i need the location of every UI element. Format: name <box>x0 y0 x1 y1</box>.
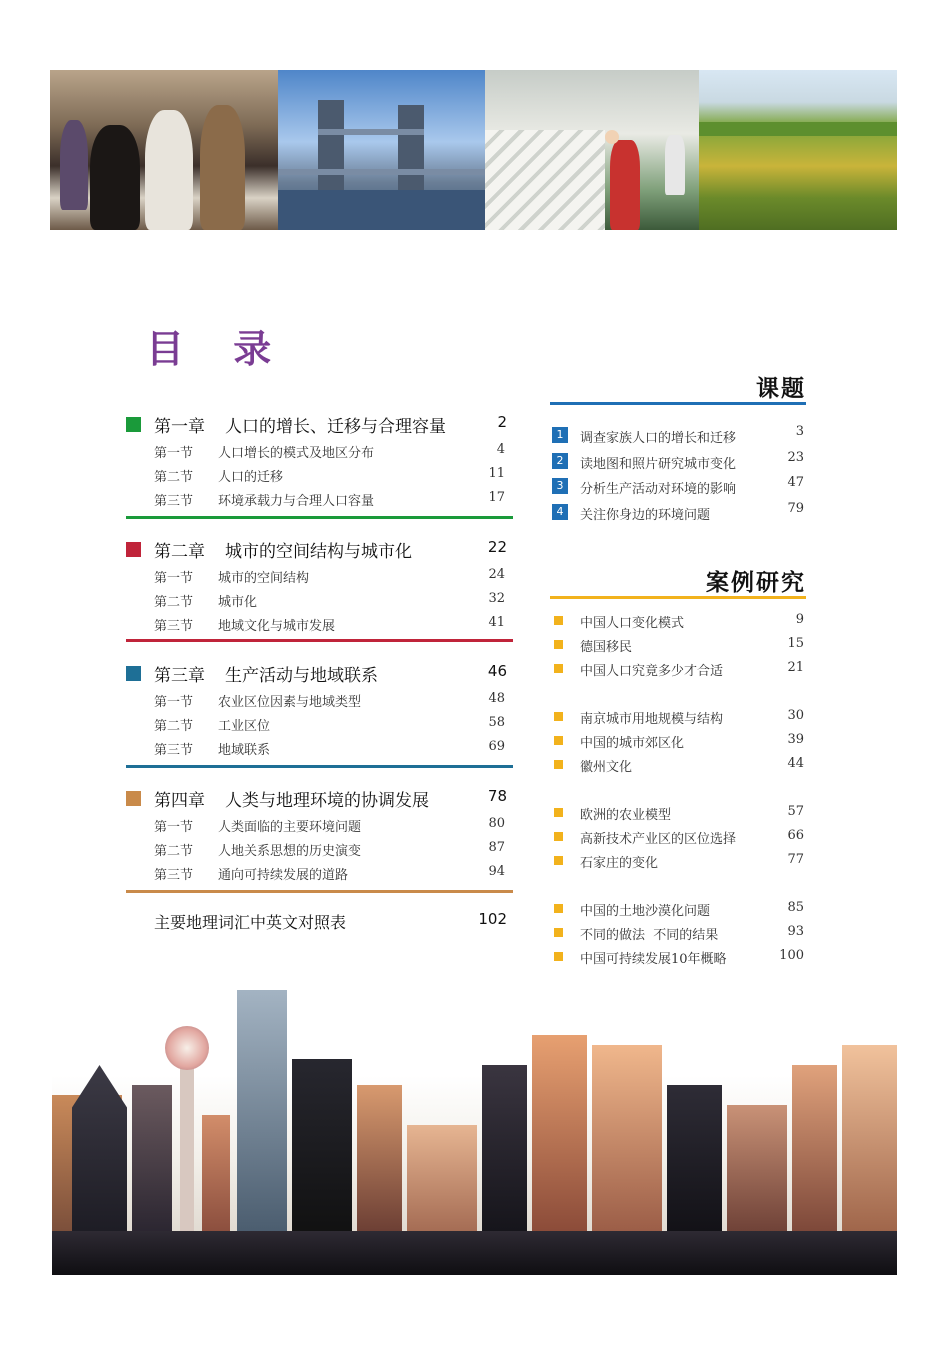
case-item[interactable]: 徽州文化 44 <box>550 754 806 778</box>
section-row[interactable]: 第二节 工业区位 58 <box>154 715 505 734</box>
case-bullet <box>554 616 563 625</box>
topic-item[interactable]: 1 调查家族人口的增长和迁移 3 <box>550 424 806 448</box>
chapter-page: 22 <box>487 538 507 556</box>
section-row[interactable]: 第三节 环境承载力与合理人口容量 17 <box>154 490 505 509</box>
chapter-header[interactable] <box>126 661 513 687</box>
case-item[interactable]: 高新技术产业区的区位选择 66 <box>550 826 806 850</box>
section-row[interactable]: 第二节 人口的迁移 11 <box>154 466 505 485</box>
section-row[interactable]: 第一节 农业区位因素与地域类型 48 <box>154 691 505 710</box>
case-item[interactable]: 中国的城市郊区化 39 <box>550 730 806 754</box>
chapter-divider <box>126 765 513 768</box>
city-skyline-image <box>52 990 897 1275</box>
chapter-page: 78 <box>487 787 507 805</box>
photo-banner <box>50 70 897 230</box>
chapter-color-marker <box>126 791 141 806</box>
case-item[interactable]: 中国可持续发展10年概略 100 <box>550 946 806 970</box>
case-item[interactable]: 不同的做法 不同的结果 93 <box>550 922 806 946</box>
glossary-entry[interactable] <box>154 910 513 933</box>
case-item[interactable]: 中国人口变化模式 9 <box>550 610 806 634</box>
section-row[interactable]: 第三节 通向可持续发展的道路 94 <box>154 864 505 883</box>
topic-number-badge: 3 <box>552 478 568 494</box>
photo-market-crowd <box>50 70 278 230</box>
case-bullet <box>554 904 563 913</box>
topic-item[interactable]: 2 读地图和照片研究城市变化 23 <box>550 450 806 474</box>
chapter-3 <box>126 661 513 759</box>
topic-item[interactable]: 4 关注你身边的环境问题 79 <box>550 501 806 525</box>
chapter-1 <box>126 412 513 510</box>
section-row[interactable]: 第一节 人口增长的模式及地区分布 4 <box>154 442 505 461</box>
topic-number-badge: 4 <box>552 504 568 520</box>
case-bullet <box>554 640 563 649</box>
case-item[interactable]: 德国移民 15 <box>550 634 806 658</box>
chapter-page: 46 <box>487 662 507 680</box>
section-row[interactable]: 第二节 城市化 32 <box>154 591 505 610</box>
case-bullet <box>554 712 563 721</box>
case-bullet <box>554 664 563 673</box>
section-row[interactable]: 第三节 地域联系 69 <box>154 739 505 758</box>
chapter-divider <box>126 516 513 519</box>
chapter-2 <box>126 537 513 635</box>
chapter-label: 第一章 人口的增长、迁移与合理容量 <box>154 417 446 437</box>
topic-number-badge: 2 <box>552 453 568 469</box>
case-item[interactable]: 石家庄的变化 77 <box>550 850 806 874</box>
chapter-header[interactable] <box>126 412 513 438</box>
topic-number-badge: 1 <box>552 427 568 443</box>
chapter-divider <box>126 639 513 642</box>
photo-factory-workers <box>485 70 699 230</box>
case-studies-divider <box>550 596 806 599</box>
section-row[interactable]: 第一节 人类面临的主要环境问题 80 <box>154 816 505 835</box>
case-item[interactable]: 中国人口究竟多少才合适 21 <box>550 658 806 682</box>
chapter-page: 2 <box>497 413 507 431</box>
case-bullet <box>554 952 563 961</box>
chapter-header[interactable] <box>126 786 513 812</box>
chapter-color-marker <box>126 666 141 681</box>
photo-tower-bridge <box>278 70 485 230</box>
case-item[interactable]: 南京城市用地规模与结构 30 <box>550 706 806 730</box>
chapter-color-marker <box>126 417 141 432</box>
page-title: 目 录 <box>146 327 290 371</box>
photo-farmland <box>699 70 897 230</box>
glossary-title: 主要地理词汇中英文对照表 <box>154 913 347 932</box>
glossary-page: 102 <box>478 910 507 928</box>
chapter-header[interactable] <box>126 537 513 563</box>
case-item[interactable]: 欧洲的农业模型 57 <box>550 802 806 826</box>
case-bullet <box>554 832 563 841</box>
case-bullet <box>554 928 563 937</box>
topics-divider <box>550 402 806 405</box>
case-bullet <box>554 760 563 769</box>
chapter-color-marker <box>126 542 141 557</box>
case-studies-heading: 案例研究 <box>706 570 806 596</box>
section-row[interactable]: 第一节 城市的空间结构 24 <box>154 567 505 586</box>
chapter-divider <box>126 890 513 893</box>
case-bullet <box>554 856 563 865</box>
chapter-label: 第四章 人类与地理环境的协调发展 <box>154 791 429 811</box>
chapter-label: 第二章 城市的空间结构与城市化 <box>154 542 412 562</box>
chapter-label: 第三章 生产活动与地域联系 <box>154 666 378 686</box>
topics-heading: 课题 <box>756 376 806 402</box>
section-row[interactable]: 第二节 人地关系思想的历史演变 87 <box>154 840 505 859</box>
topic-item[interactable]: 3 分析生产活动对环境的影响 47 <box>550 475 806 499</box>
case-bullet <box>554 736 563 745</box>
chapter-4 <box>126 786 513 884</box>
case-bullet <box>554 808 563 817</box>
case-item[interactable]: 中国的土地沙漠化问题 85 <box>550 898 806 922</box>
section-row[interactable]: 第三节 地域文化与城市发展 41 <box>154 615 505 634</box>
